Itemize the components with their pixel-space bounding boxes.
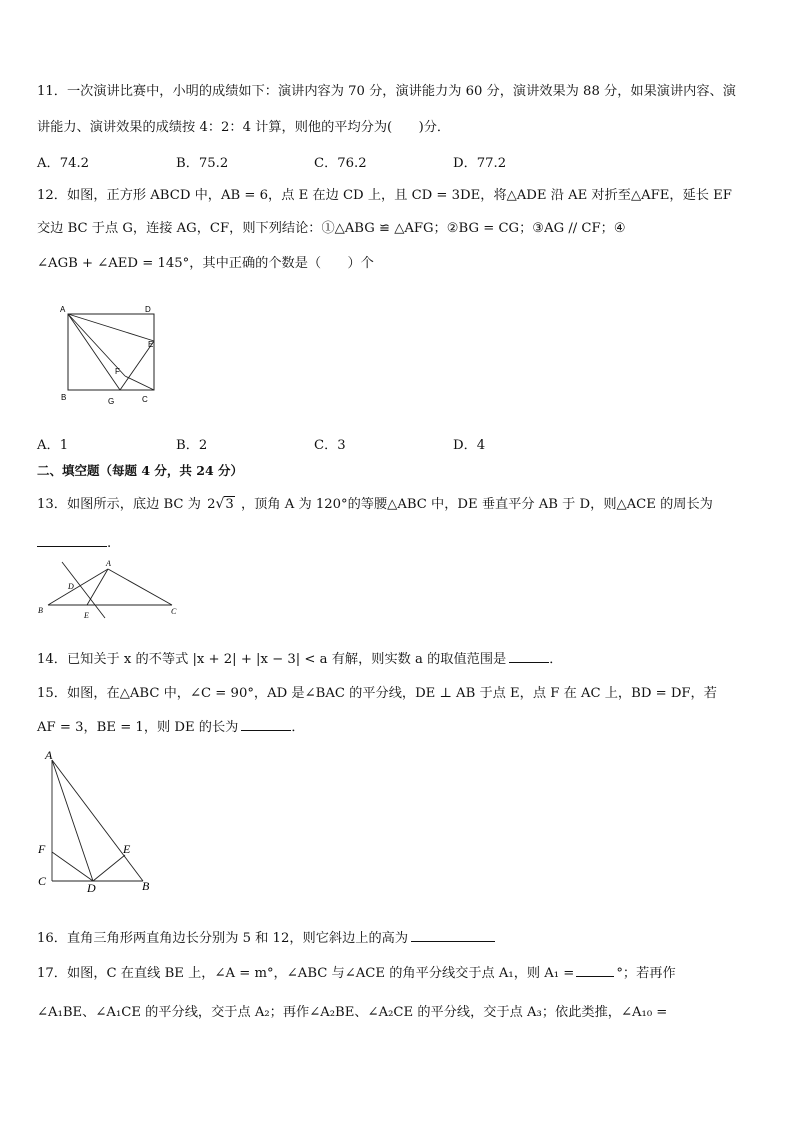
q12-label-a: A bbox=[60, 305, 66, 314]
q13-label-d: D bbox=[68, 582, 74, 591]
q11-option-c: C．76.2 bbox=[314, 156, 367, 171]
q12-label-e: E bbox=[148, 340, 154, 349]
q15-label-e: E bbox=[123, 842, 131, 856]
q15-line2: AF = 3，BE = 1，则 DE 的长为 ． bbox=[37, 716, 764, 738]
q16-text-a: 16．直角三角形两直角边长分别为 5 和 12，则它斜边上的高为 bbox=[37, 931, 409, 946]
q13-text-a: 13．如图所示，底边 BC 为 bbox=[37, 497, 201, 512]
q12-label-d: D bbox=[145, 305, 151, 314]
q13-line1 bbox=[37, 494, 764, 515]
q13-answer-line: . bbox=[37, 532, 764, 554]
section-fill-in-title: 二、填空题（每题 4 分，共 24 分） bbox=[37, 463, 244, 478]
q17-text-a: 17．如图，C 在直线 BE 上，∠A = m°，∠ABC 与∠ACE 的角平分线交于点 A₁，则 A₁ = bbox=[37, 966, 575, 981]
q15-text-a: AF = 3，BE = 1，则 DE 的长为 bbox=[37, 720, 239, 735]
q11-option-b: B．75.2 bbox=[176, 156, 229, 171]
q13-sqrt-expression: 2√3 bbox=[207, 496, 234, 512]
q14-text-a: 14．已知关于 x 的不等式 |x + 2| + |x − 3| < a 有解，则实数 a 的取值范围是 bbox=[37, 652, 507, 667]
q15-triangle-figure bbox=[33, 748, 158, 893]
q12-label-g: G bbox=[108, 397, 115, 406]
q15-label-f: F bbox=[38, 842, 46, 856]
q13-answer-blank[interactable] bbox=[37, 532, 107, 547]
q12-label-f: F bbox=[115, 367, 120, 376]
q12-line1: 12．如图，正方形 ABCD 中，AB = 6，点 E 在边 CD 上，且 CD = 3DE，将△ADE 沿 AE 对折至△AFE，延长 EF bbox=[37, 188, 732, 203]
q12-label-c: C bbox=[142, 395, 148, 404]
q12-line3: ∠AGB + ∠AED = 145°，其中正确的个数是（ ）个 bbox=[37, 256, 374, 271]
q16-answer-blank[interactable] bbox=[411, 927, 495, 942]
q16-line1 bbox=[37, 927, 764, 949]
q11-line2: 讲能力、演讲效果的成绩按 4：2：4 计算，则他的平均分为( )分． bbox=[37, 120, 451, 135]
q13-label-a: A bbox=[106, 559, 111, 568]
q12-option-d: D．4 bbox=[453, 438, 486, 453]
q17-line2: ∠A₁BE、∠A₁CE 的平分线，交于点 A₂；再作∠A₂BE、∠A₂CE 的平分线，交于点 A₃；依此类推，∠A₁₀ = bbox=[37, 1005, 668, 1020]
q14-answer-blank[interactable] bbox=[509, 648, 549, 663]
q15-label-d: D bbox=[87, 881, 96, 893]
q17-text-b: °；若再作 bbox=[616, 966, 676, 981]
q17-answer-blank-1[interactable] bbox=[576, 962, 614, 977]
q14-line1: 14．已知关于 x 的不等式 |x + 2| + |x − 3| < a 有解，则实数 a 的取值范围是 ． bbox=[37, 648, 764, 670]
q15-label-b: B bbox=[142, 879, 150, 893]
q12-option-c: C．3 bbox=[314, 438, 346, 453]
q17-line1 bbox=[37, 962, 764, 984]
q15-label-a: A bbox=[45, 748, 53, 762]
q15-label-c: C bbox=[38, 874, 47, 888]
q13-text-b: ，顶角 A 为 120°的等腰△ABC 中，DE 垂直平分 AB 于 D，则△ACE 的周长为 bbox=[241, 497, 713, 512]
q15-answer-blank[interactable] bbox=[241, 716, 291, 731]
q12-option-a: A．1 bbox=[37, 438, 69, 453]
q12-square-figure bbox=[55, 300, 165, 410]
q11-line1: 11．一次演讲比赛中，小明的成绩如下：演讲内容为 70 分，演讲能力为 60 分，演讲效果为 88 分，如果演讲内容、演 bbox=[37, 84, 736, 99]
q11-option-d: D．77.2 bbox=[453, 156, 507, 171]
q13-sqrt-radicand: 3 bbox=[225, 497, 234, 512]
q13-label-e: E bbox=[84, 611, 89, 620]
q12-line2: 交边 BC 于点 G，连接 AG，CF，则下列结论：①△ABG ≌ △AFG；②BG = CG；③AG // CF；④ bbox=[37, 221, 626, 236]
q13-triangle-figure bbox=[35, 556, 185, 626]
q15-line1: 15．如图，在△ABC 中，∠C = 90°，AD 是∠BAC 的平分线，DE ⊥ AB 于点 E，点 F 在 AC 上，BD = DF，若 bbox=[37, 686, 717, 701]
q13-sqrt-coef: 2 bbox=[207, 497, 216, 512]
q13-label-c: C bbox=[171, 607, 177, 616]
q12-label-b: B bbox=[61, 393, 67, 402]
q13-label-b: B bbox=[38, 606, 43, 615]
q11-option-a: A．74.2 bbox=[37, 156, 90, 171]
q12-option-b: B．2 bbox=[176, 438, 208, 453]
